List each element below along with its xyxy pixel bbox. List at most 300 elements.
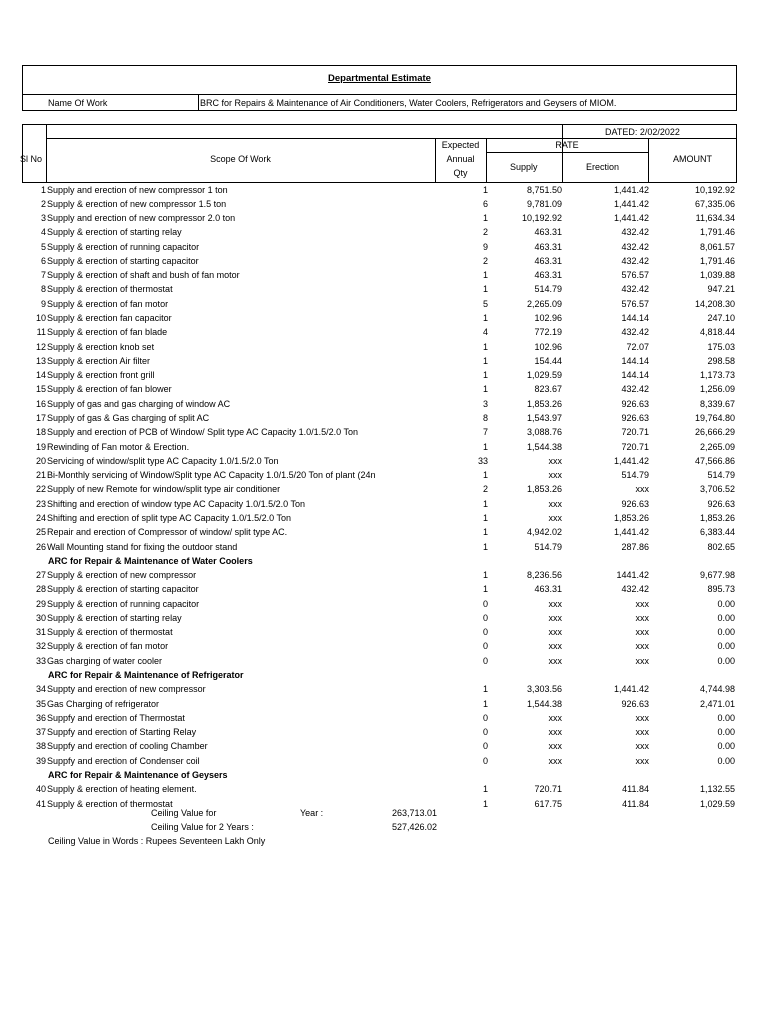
table-row	[0, 397, 768, 411]
ceiling2-label: Ceiling Value for 2 Years :	[151, 822, 254, 832]
row-supply-rate: xxx	[548, 655, 562, 666]
row-amount: 926.63	[707, 498, 735, 509]
ceiling-value: 263,713.01	[391, 808, 437, 818]
row-supply-rate: 720.71	[534, 784, 562, 795]
row-description: Supply & erection of new compressor 1.5 ton	[47, 198, 227, 209]
row-erection-rate: xxx	[635, 655, 649, 666]
section-title: ARC for Repair & Maintenance of Water Coolers	[48, 555, 253, 566]
row-supply-rate: 1,853.26	[526, 398, 562, 409]
table-row	[0, 297, 768, 311]
row-qty: 3	[482, 398, 488, 409]
row-qty: 1	[482, 684, 488, 695]
row-erection-rate: 1,441.42	[613, 684, 649, 695]
row-erection-rate: 720.71	[621, 427, 649, 438]
row-amount: 8,339.67	[699, 398, 735, 409]
row-description: Supply & erection of running capacitor	[47, 241, 200, 252]
table-row	[0, 739, 768, 753]
row-erection-rate: xxx	[635, 741, 649, 752]
row-erection-rate: 1441.42	[616, 570, 649, 581]
row-amount: 0.00	[717, 627, 735, 638]
row-erection-rate: 432.42	[621, 284, 649, 295]
row-description: Supply and erection of new compressor 1 ton	[47, 184, 228, 195]
row-description: Suppfy and erection of cooling Chamber	[47, 741, 208, 752]
row-qty: 1	[482, 527, 488, 538]
row-erection-rate: 1,441.42	[613, 527, 649, 538]
row-supply-rate: xxx	[548, 741, 562, 752]
row-sno: 28	[35, 584, 46, 595]
row-sno: 9	[40, 298, 46, 309]
row-erection-rate: 926.63	[621, 498, 649, 509]
row-qty: 1	[482, 284, 488, 295]
row-erection-rate: 576.57	[621, 298, 649, 309]
row-qty: 4	[482, 327, 488, 338]
row-erection-rate: 432.42	[621, 227, 649, 238]
row-amount: 0.00	[717, 598, 735, 609]
row-supply-rate: xxx	[548, 712, 562, 723]
row-supply-rate: 1,544.38	[526, 441, 562, 452]
row-sno: 11	[36, 327, 46, 338]
row-description: Supply of gas and gas charging of window AC	[47, 398, 231, 409]
row-description: Shifting and erection of window type AC Capacity 1.0/1.5/2.0 Ton	[47, 498, 305, 509]
row-erection-rate: 411.84	[622, 784, 649, 795]
table-row	[0, 425, 768, 439]
table-row	[0, 354, 768, 368]
row-sno: 15	[35, 384, 46, 395]
row-description: Rewinding of Fan motor & Erection.	[47, 441, 190, 452]
row-sno: 31	[35, 627, 46, 638]
row-erection-rate: 432.42	[621, 255, 649, 266]
row-erection-rate: 432.42	[621, 384, 649, 395]
row-qty: 7	[482, 427, 488, 438]
row-sno: 34	[35, 684, 46, 695]
row-qty: 2	[482, 255, 488, 266]
row-amount: 514.79	[707, 470, 735, 481]
row-qty: 6	[482, 198, 488, 209]
row-qty: 2	[482, 227, 488, 238]
row-qty: 0	[482, 627, 488, 638]
row-qty: 0	[482, 755, 488, 766]
row-qty: 0	[482, 612, 488, 623]
row-qty: 9	[482, 241, 488, 252]
ceiling-words: Ceiling Value in Words : Rupees Seventeen Lakh Only	[48, 836, 266, 846]
row-erection-rate: xxx	[635, 484, 649, 495]
row-sno: 21	[35, 470, 46, 481]
header-divider-rate	[486, 152, 648, 153]
table-row	[0, 611, 768, 625]
row-erection-rate: xxx	[635, 641, 649, 652]
row-erection-rate: 1,853.26	[613, 512, 649, 523]
table-row	[0, 311, 768, 325]
table-row	[0, 754, 768, 768]
row-amount: 1,029.59	[699, 798, 735, 809]
table-row	[0, 597, 768, 611]
table-row	[0, 240, 768, 254]
row-amount: 1,791.46	[699, 255, 735, 266]
row-erection-rate: 432.42	[621, 241, 649, 252]
section-title: ARC for Repair & Maintenance of Refrigerator	[48, 670, 244, 681]
row-erection-rate: 432.42	[621, 584, 649, 595]
col-header-supply: Supply	[510, 162, 538, 172]
row-supply-rate: 463.31	[534, 241, 562, 252]
row-supply-rate: xxx	[548, 498, 562, 509]
row-sno: 12	[35, 341, 46, 352]
row-sno: 25	[35, 527, 46, 538]
col-header-erection: Erection	[586, 162, 620, 172]
row-description: Supply & erection of heating element.	[47, 784, 197, 795]
row-erection-rate: xxx	[635, 612, 649, 623]
table-row	[0, 482, 768, 496]
table-row	[0, 282, 768, 296]
row-sno: 39	[35, 755, 46, 766]
ceiling-label: Ceiling Value for	[151, 808, 217, 818]
table-row	[0, 725, 768, 739]
row-description: Supply & erection of starting capacitor	[47, 255, 199, 266]
row-sno: 18	[35, 427, 46, 438]
title-divider	[22, 94, 737, 95]
col-header-expected: Expected	[441, 140, 480, 150]
row-description: Supply of new Remote for window/split type air conditioner	[47, 484, 281, 495]
row-amount: 1,256.09	[699, 384, 735, 395]
row-supply-rate: 1,853.26	[526, 484, 562, 495]
section-heading	[0, 554, 768, 568]
row-supply-rate: 514.79	[534, 284, 562, 295]
row-erection-rate: 1,441.42	[613, 455, 649, 466]
table-row	[0, 340, 768, 354]
row-qty: 1	[482, 470, 488, 481]
row-amount: 47,566.86	[694, 455, 735, 466]
row-description: Supply & erection of running capacitor	[47, 598, 200, 609]
row-description: Supply & erection of starting relay	[47, 612, 182, 623]
row-qty: 0	[482, 641, 488, 652]
row-qty: 0	[482, 741, 488, 752]
row-description: Supply & erection knob set	[47, 341, 155, 352]
dated-label: DATED: 2/02/2022	[605, 127, 680, 137]
col-divider-supply	[562, 124, 563, 183]
row-supply-rate: 2,265.09	[526, 298, 562, 309]
ceiling2-value: 527,426.02	[391, 822, 437, 832]
row-erection-rate: 1,441.42	[613, 184, 649, 195]
table-row	[0, 540, 768, 554]
row-description: Bi-Monthly servicing of Window/Split type AC Capacity 1.0/1.5/20 Ton of plant (24n	[47, 470, 376, 481]
row-description: Gas Charging of refrigerator	[47, 698, 160, 709]
row-qty: 1	[482, 698, 488, 709]
row-qty: 1	[482, 184, 488, 195]
row-supply-rate: xxx	[548, 627, 562, 638]
section-title: ARC for Repair & Maintenance of Geysers	[48, 769, 228, 780]
row-sno: 17	[35, 412, 46, 423]
row-description: Supply & erection of fan motor	[47, 641, 169, 652]
row-description: Supply & erection of fan motor	[47, 298, 169, 309]
row-erection-rate: xxx	[635, 627, 649, 638]
row-supply-rate: 102.96	[534, 341, 562, 352]
row-description: Shifting and erection of split type AC Capacity 1.0/1.5/2.0 Ton	[47, 512, 291, 523]
row-supply-rate: 8,751.50	[526, 184, 562, 195]
row-supply-rate: 154.44	[534, 355, 562, 366]
row-amount: 0.00	[717, 655, 735, 666]
row-description: Repair and erection of Compressor of window/ split type AC.	[47, 527, 288, 538]
row-qty: 1	[482, 570, 488, 581]
row-amount: 1,173.73	[699, 370, 735, 381]
row-qty: 1	[482, 355, 488, 366]
table-row	[0, 183, 768, 197]
row-amount: 0.00	[717, 741, 735, 752]
row-amount: 1,039.88	[699, 270, 735, 281]
row-description: Suppfy and erection of Thermostat	[47, 712, 185, 723]
row-supply-rate: 10,192.92	[521, 213, 562, 224]
row-qty: 1	[482, 584, 488, 595]
row-sno: 36	[35, 712, 46, 723]
row-sno: 27	[35, 570, 46, 581]
row-supply-rate: 4,942.02	[526, 527, 562, 538]
row-amount: 19,764.80	[694, 412, 735, 423]
row-amount: 4,744.98	[699, 684, 735, 695]
row-erection-rate: 144.14	[621, 355, 649, 366]
row-sno: 7	[40, 270, 46, 281]
row-amount: 11,634.34	[695, 213, 735, 224]
table-row	[0, 625, 768, 639]
row-erection-rate: 432.42	[621, 327, 649, 338]
row-qty: 0	[482, 727, 488, 738]
table-row	[0, 525, 768, 539]
row-supply-rate: 772.19	[534, 327, 562, 338]
table-row	[0, 654, 768, 668]
row-supply-rate: xxx	[548, 470, 562, 481]
row-supply-rate: 463.31	[534, 584, 562, 595]
row-supply-rate: xxx	[548, 755, 562, 766]
row-amount: 247.10	[707, 313, 735, 324]
row-qty: 2	[482, 484, 488, 495]
row-sno: 24	[35, 512, 46, 523]
row-erection-rate: 926.63	[621, 412, 649, 423]
row-erection-rate: xxx	[635, 755, 649, 766]
row-amount: 14,208.30	[694, 298, 735, 309]
row-qty: 0	[482, 598, 488, 609]
row-erection-rate: 287.86	[621, 541, 649, 552]
row-supply-rate: 463.31	[534, 255, 562, 266]
row-description: Supply & erection of fan blade	[47, 327, 168, 338]
row-sno: 16	[35, 398, 46, 409]
row-description: Suppty and erection of new compressor	[47, 684, 206, 695]
row-qty: 1	[482, 384, 488, 395]
row-sno: 19	[35, 441, 46, 452]
row-supply-rate: xxx	[548, 641, 562, 652]
row-amount: 0.00	[717, 727, 735, 738]
table-row	[0, 254, 768, 268]
row-description: Supply and erection of new compressor 2.0 ton	[47, 213, 236, 224]
row-description: Supply & erection fan capacitor	[47, 313, 172, 324]
row-amount: 2,471.01	[699, 698, 735, 709]
page-title: Departmental Estimate	[328, 73, 431, 84]
row-supply-rate: 514.79	[534, 541, 562, 552]
row-sno: 22	[35, 484, 46, 495]
section-heading	[0, 768, 768, 782]
row-qty: 1	[482, 341, 488, 352]
table-row	[0, 782, 768, 796]
row-sno: 32	[35, 641, 46, 652]
table-row	[0, 382, 768, 396]
row-amount: 0.00	[717, 712, 735, 723]
row-sno: 40	[35, 784, 46, 795]
row-description: Supply & erection of shaft and bush of fan motor	[47, 270, 240, 281]
row-supply-rate: 463.31	[534, 227, 562, 238]
row-qty: 8	[482, 412, 488, 423]
row-supply-rate: 1,029.59	[526, 370, 562, 381]
row-erection-rate: xxx	[635, 598, 649, 609]
row-amount: 802.65	[707, 541, 735, 552]
row-erection-rate: 144.14	[621, 313, 649, 324]
row-description: Servicing of window/split type AC Capacity 1.0/1.5/2.0 Ton	[47, 455, 279, 466]
row-amount: 6,383.44	[699, 527, 735, 538]
row-supply-rate: 1,543.97	[526, 412, 562, 423]
row-qty: 1	[482, 541, 488, 552]
row-description: Supply & erection front grill	[47, 370, 155, 381]
table-row	[0, 454, 768, 468]
row-qty: 0	[482, 655, 488, 666]
ceiling-year-label: Year :	[300, 808, 324, 818]
table-row	[0, 268, 768, 282]
row-qty: 1	[482, 784, 488, 795]
row-sno: 38	[35, 741, 46, 752]
row-sno: 20	[35, 455, 46, 466]
row-amount: 4,818.44	[699, 327, 735, 338]
row-sno: 10	[35, 313, 46, 324]
table-row	[0, 468, 768, 482]
row-erection-rate: 720.71	[621, 441, 649, 452]
row-amount: 2,265.09	[699, 441, 735, 452]
row-qty: 1	[482, 313, 488, 324]
row-sno: 14	[35, 370, 46, 381]
col-header-annual: Annual	[446, 154, 475, 164]
row-description: Supply of gas & Gas charging of split AC	[47, 412, 210, 423]
row-erection-rate: 576.57	[621, 270, 649, 281]
row-qty: 1	[482, 270, 488, 281]
table-row	[0, 411, 768, 425]
row-erection-rate: xxx	[635, 712, 649, 723]
row-amount: 1,132.55	[699, 784, 735, 795]
row-sno: 13	[35, 355, 46, 366]
row-sno: 6	[40, 255, 46, 266]
table-row	[0, 197, 768, 211]
row-erection-rate: 411.84	[622, 798, 649, 809]
row-supply-rate: 3,303.56	[526, 684, 562, 695]
row-supply-rate: 102.96	[534, 313, 562, 324]
row-sno: 37	[35, 727, 46, 738]
row-sno: 35	[35, 698, 46, 709]
row-supply-rate: xxx	[548, 598, 562, 609]
row-qty: 1	[482, 213, 488, 224]
row-erection-rate: 1,441.42	[613, 198, 649, 209]
table-row	[0, 497, 768, 511]
row-sno: 33	[35, 655, 46, 666]
row-description: Supply & erection of starting relay	[47, 227, 182, 238]
row-description: Supply & erection Air filter	[47, 355, 151, 366]
row-sno: 23	[35, 498, 46, 509]
row-erection-rate: 72.07	[626, 341, 649, 352]
table-row	[0, 511, 768, 525]
table-row	[0, 682, 768, 696]
row-qty: 1	[482, 441, 488, 452]
row-sno: 8	[40, 284, 46, 295]
name-of-work-divider	[198, 95, 199, 110]
row-description: Supply & erection of starting capacitor	[47, 584, 199, 595]
row-amount: 0.00	[717, 641, 735, 652]
row-amount: 8,061.57	[699, 241, 735, 252]
row-sno: 4	[40, 227, 46, 238]
row-amount: 298.58	[707, 355, 735, 366]
row-qty: 1	[482, 370, 488, 381]
col-header-amount: AMOUNT	[673, 154, 712, 164]
row-sno: 26	[35, 541, 46, 552]
row-amount: 10,192.92	[694, 184, 735, 195]
row-description: Wall Mounting stand for fixing the outdoor stand	[47, 541, 238, 552]
row-erection-rate: 1,441.42	[613, 213, 649, 224]
row-sno: 3	[40, 213, 46, 224]
row-amount: 0.00	[717, 612, 735, 623]
row-amount: 3,706.52	[699, 484, 735, 495]
row-amount: 9,677.98	[699, 570, 735, 581]
row-description: Supply and erection of PCB of Window/ Split type AC Capacity 1.0/1.5/2.0 Ton	[47, 427, 359, 438]
row-description: Supply & erection of fan blower	[47, 384, 172, 395]
row-supply-rate: 823.67	[534, 384, 562, 395]
row-sno: 5	[40, 241, 46, 252]
row-description: Supply & erection of thermostat	[47, 627, 173, 638]
row-supply-rate: 3,088.76	[526, 427, 562, 438]
row-amount: 895.73	[707, 584, 735, 595]
row-erection-rate: xxx	[635, 727, 649, 738]
section-heading	[0, 668, 768, 682]
row-sno: 1	[40, 184, 46, 195]
table-row	[0, 582, 768, 596]
table-row	[0, 440, 768, 454]
row-amount: 1,853.26	[699, 512, 735, 523]
table-row	[0, 211, 768, 225]
row-amount: 175.03	[707, 341, 735, 352]
row-sno: 41	[35, 798, 46, 809]
row-amount: 0.00	[717, 755, 735, 766]
row-erection-rate: 144.14	[621, 370, 649, 381]
row-supply-rate: xxx	[548, 512, 562, 523]
row-supply-rate: xxx	[548, 455, 562, 466]
col-header-rate: RATE	[555, 140, 579, 150]
row-description: Supply & erection of new compressor	[47, 570, 197, 581]
row-amount: 947.21	[707, 284, 735, 295]
row-description: Supply & erection of thermostat	[47, 284, 173, 295]
row-amount: 67,335.06	[694, 198, 735, 209]
table-row	[0, 368, 768, 382]
row-description: Gas charging of water cooler	[47, 655, 163, 666]
row-description: Supply & erection of thermostat	[47, 798, 173, 809]
row-erection-rate: 926.63	[621, 398, 649, 409]
table-row	[0, 225, 768, 239]
row-sno: 2	[40, 198, 46, 209]
table-row	[0, 697, 768, 711]
table-row	[0, 639, 768, 653]
col-header-sno: Sl No	[20, 154, 43, 164]
row-erection-rate: 514.79	[621, 470, 649, 481]
name-of-work-label: Name Of Work	[48, 98, 108, 108]
col-header-qty: Qty	[453, 168, 468, 178]
table-row	[0, 325, 768, 339]
row-sno: 29	[35, 598, 46, 609]
row-supply-rate: 8,236.56	[526, 570, 562, 581]
row-supply-rate: 463.31	[534, 270, 562, 281]
table-row	[0, 568, 768, 582]
row-qty: 5	[482, 298, 488, 309]
row-erection-rate: 926.63	[621, 698, 649, 709]
row-supply-rate: xxx	[548, 727, 562, 738]
row-description: Suppfy and erection of Starting Relay	[47, 727, 197, 738]
row-description: Suppfy and erection of Condenser coil	[47, 755, 200, 766]
